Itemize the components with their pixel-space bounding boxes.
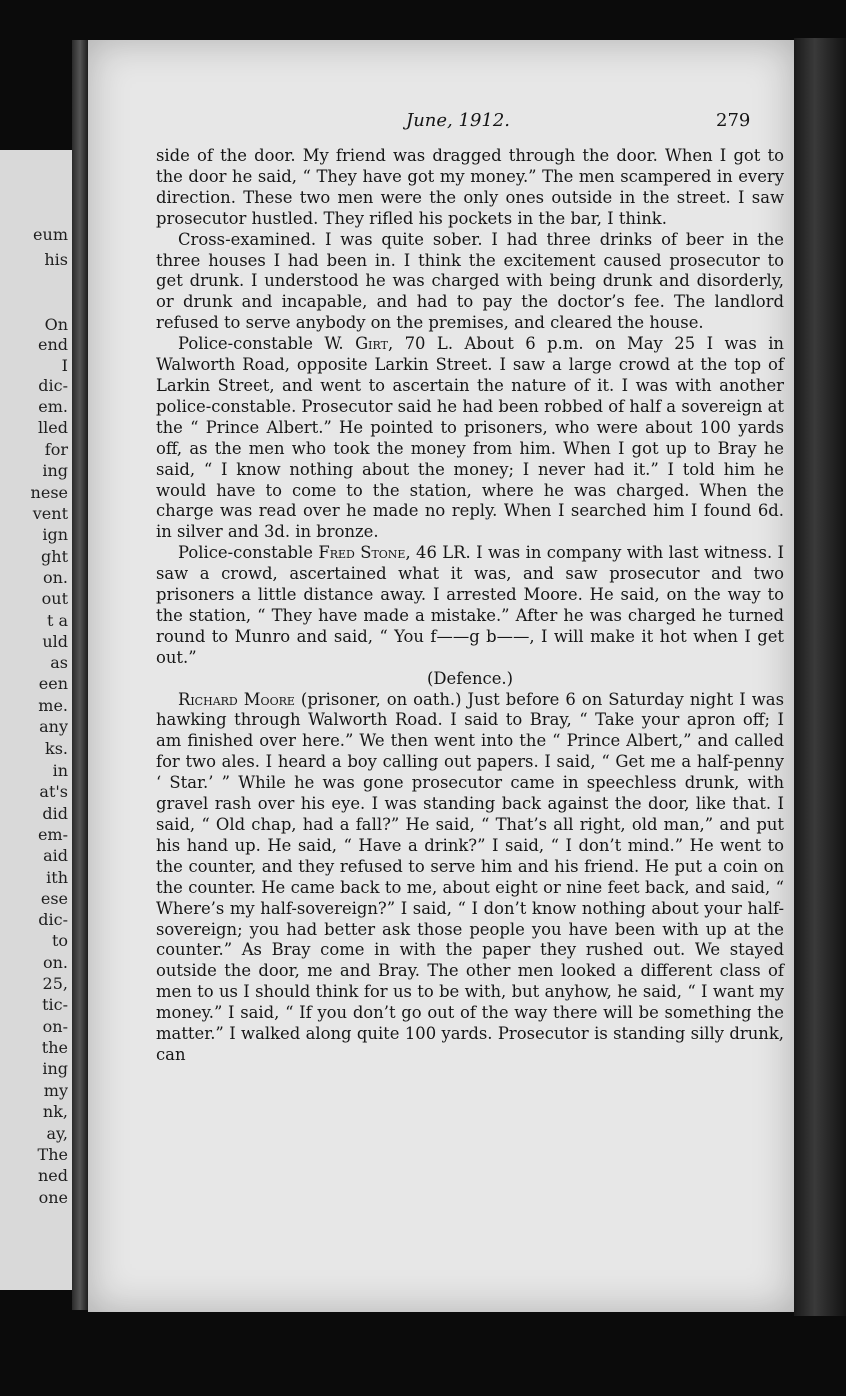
paragraph-2: Cross-examined. I was quite sober. I had three drinks of beer in the three houses I had been in. I think the excitement caused prosecutor to get drunk. I understood he was charged with being drunk and disorderly, or drunk and incapable, and had to pay the doctor’s fee. The landlord refused to serve anybody on the premises, and cleared the house. (156, 229, 784, 333)
left-page-fragment-text: uld (42, 632, 68, 651)
left-page-fragment-text: ing (42, 461, 68, 480)
p5-text: (prisoner, on oath.) Just before 6 on Saturday night I was hawking through Walworth Road. I said to Bray, “ Take your apron off; I am finished over here.” We then went into the “ Prince Albert,” and called for two ales. I heard a boy calling out papers. I said, “ Get me a half-penny ‘ Star.’ ” While he was gone prosecutor came in speechless drunk, with gravel rash over his eye. I was standing back against the door, like that. I said, “ Old chap, had a fall?” He said, “ That’s all right, old man,” and put his hand up. He said, “ Have a drink?” I said, “ I don’t mind.” He went to the counter, and they refused to serve him and his friend. He put a coin on the counter. He came back to me, about eight or nine feet back, and said, “ Where’s my half-sovereign?” I said, “ I don’t know nothing about your half-sovereign; you had better ask those people you have been with up at the counter.” As Bray come in with the paper they rushed out. We stayed outside the door, me and Bray. The other men looked a different class of men to us I should think for us to be with, but anyhow, he said, “ I want my money.” I said, “ If you don’t go out of the way there will be something the matter.” I walked along quite 100 yards. Prosecutor is standing silly drunk, can (156, 689, 784, 1064)
left-page-fragment-text: nese (30, 483, 68, 502)
book-spine (72, 40, 88, 1310)
page-body (156, 146, 784, 1066)
paragraph-1: side of the door. My friend was dragged through the door. When I got to the door he said, “ They have got my money.” The men scampered in every direction. These two men were the only ones outside in the street. I saw prosecutor hustled. They rifled his pockets in the bar, I think. (156, 146, 784, 228)
running-header (88, 110, 794, 138)
left-page-fragment-text: to (51, 931, 68, 950)
left-page-fragment-text: lled (38, 418, 68, 437)
paragraph-3 (156, 334, 784, 543)
left-page-fragment-text: for (44, 440, 68, 459)
p4-prefix: Police-constable (178, 543, 319, 563)
left-page-fragment-text: ese (40, 889, 68, 908)
left-page-fragment-text: his (44, 250, 68, 269)
left-page-fragment-text: I (61, 356, 68, 375)
left-page-fragment-text: ks. (45, 739, 68, 758)
witness-name-girt: Girt (355, 334, 388, 354)
paragraph-4 (156, 543, 784, 668)
left-page-fragment-text: the (41, 1038, 68, 1057)
left-page-fragment-text: ign (42, 525, 68, 544)
left-page-fragment (0, 150, 72, 1290)
p3-prefix: Police-constable W. (178, 334, 356, 354)
page-edge (794, 38, 846, 1316)
left-page-fragment-text: any (39, 717, 68, 736)
left-page-fragment-text: out (41, 589, 68, 608)
left-page-fragment-text: on- (42, 1017, 68, 1036)
left-page-fragment-text: at's (39, 782, 68, 801)
left-page-fragment-text: did (42, 804, 68, 823)
left-page-fragment-text: ay, (46, 1124, 68, 1143)
left-page-fragment-text: ing (42, 1059, 68, 1078)
left-page-fragment-text: on. (42, 568, 68, 587)
left-page-fragment-text: em- (37, 825, 68, 844)
left-page-fragment-text: ght (41, 547, 68, 566)
left-page-fragment-text: dic- (38, 910, 68, 929)
left-page-fragment-text: aid (43, 846, 68, 865)
left-page-fragment-text: one (38, 1188, 68, 1207)
left-page-fragment-text: tic- (42, 995, 68, 1014)
left-page-fragment-text: dic- (38, 376, 68, 395)
left-page-fragment-text: on. (42, 953, 68, 972)
left-page-fragment-text: een (38, 674, 68, 693)
header-date: June, 1912. (406, 110, 511, 131)
left-page-fragment-text: eum (33, 225, 68, 244)
left-page-fragment-text: in (52, 761, 68, 780)
left-page-fragment-text: nk, (42, 1102, 68, 1121)
left-page-fragment-text: ned (37, 1166, 68, 1185)
left-page-fragment-text: me. (38, 696, 68, 715)
paragraph-5 (156, 690, 784, 1066)
left-page-fragment-text: t a (46, 611, 68, 630)
witness-name-stone: Fred Stone (318, 543, 406, 563)
left-page-fragment-text: as (50, 653, 68, 672)
left-page-fragment-text: The (37, 1145, 68, 1164)
left-page-fragment-text: end (37, 335, 68, 354)
section-heading: (Defence.) (426, 668, 514, 688)
left-page-fragment-text: On (44, 315, 68, 334)
p3-text: , 70 L. About 6 p.m. on May 25 I was in Walworth Road, opposite Larkin Street. I saw a large crowd at the top of Larkin Street, and went to ascertain the nature of it. I was with another police-constable. Prosecutor said he had been robbed of half a sovereign at the “ Prince Albert.” He pointed to prisoners, who were about 100 yards off, as the men who took the money from him. When I got up to Bray he said, “ I know nothing about the money; I never had it.” I told him he would have to come to the station, where he was charged. When the charge was read over he made no reply. When I searched him I found 6d. in silver and 3d. in bronze. (156, 334, 784, 542)
p4-text: , 46 LR. I was in company with last witness. I saw a crowd, ascertained what it was, and saw prosecutor and two prisoners a little distance away. I arrested Moore. He said, on the way to the station, “ They have made a mistake.” After he was charged he turned round to Munro and said, “ You f——g b——, I will make it hot when I get out.” (156, 543, 785, 667)
defendant-name-moore: Richard Moore (178, 689, 295, 709)
left-page-fragment-text: 25, (42, 974, 68, 993)
left-page-fragment-text: ith (46, 868, 68, 887)
left-page-fragment-text: my (43, 1081, 68, 1100)
page-number: 279 (716, 110, 751, 131)
left-page-fragment-text: em. (38, 397, 68, 416)
left-page-fragment-text: vent (32, 504, 68, 523)
